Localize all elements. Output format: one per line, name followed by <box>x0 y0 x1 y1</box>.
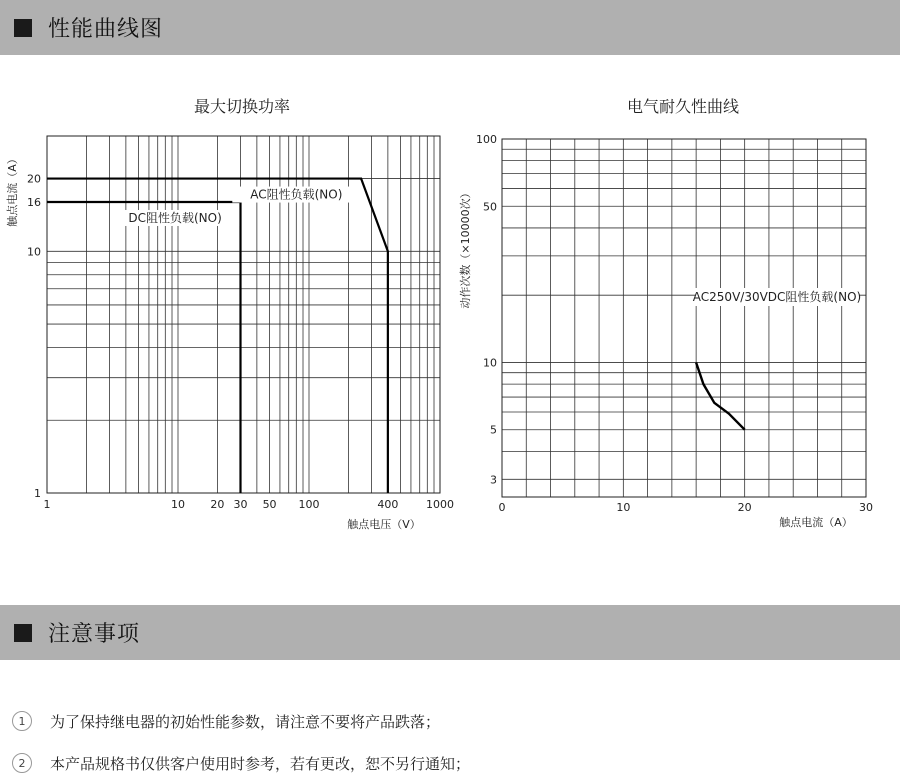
series-label: AC阻性负载(NO) <box>250 187 343 202</box>
x-tick-label: 20 <box>737 501 752 514</box>
x-tick-label: 400 <box>377 498 399 511</box>
note-text: 本产品规格书仅供客户使用时参考，若有更改，恕不另行通知； <box>50 754 471 773</box>
y-tick-label: 16 <box>27 195 41 209</box>
y-tick-label: 10 <box>483 356 497 370</box>
x-tick-label: 20 <box>210 498 225 511</box>
chart1-title: 最大切换功率 <box>193 97 290 116</box>
x-tick-label: 100 <box>298 498 320 511</box>
plot-frame <box>502 139 866 497</box>
x-tick-label: 30 <box>233 498 248 511</box>
notes-list <box>12 700 892 784</box>
notes-section-header <box>0 605 900 660</box>
note-number: 2 <box>12 753 32 773</box>
x-tick-label: 30 <box>859 501 873 514</box>
x-tick-label: 1 <box>43 498 51 511</box>
y-tick-label: 10 <box>27 245 41 259</box>
series-label: AC250V/30VDC阻性负载(NO) <box>692 290 862 304</box>
y-axis-label: 触点电流（A） <box>6 153 19 227</box>
x-axis-label: 触点电压（V） <box>347 518 421 531</box>
x-tick-label: 10 <box>616 501 631 514</box>
x-tick-label: 1000 <box>426 498 454 511</box>
y-tick-label: 1 <box>34 487 41 500</box>
notes-section-title: 注意事项 <box>48 622 141 647</box>
note-text: 为了保持继电器的初始性能参数，请注意不要将产品跌落； <box>50 712 441 731</box>
chart2-title: 电气耐久性曲线 <box>626 97 739 116</box>
x-axis-label: 触点电流（A） <box>779 516 853 529</box>
x-tick-label: 50 <box>262 498 277 511</box>
y-tick-label: 100 <box>476 133 497 146</box>
x-tick-label: 10 <box>171 498 185 511</box>
series-label: DC阻性负载(NO) <box>128 210 222 225</box>
y-tick-label: 50 <box>483 200 497 214</box>
square-bullet-icon <box>14 624 32 642</box>
performance-section-title: 性能曲线图 <box>48 17 164 42</box>
note-number: 1 <box>12 711 32 731</box>
y-tick-label: 3 <box>490 473 497 487</box>
note-item <box>12 742 892 784</box>
y-axis-label: 动作次数（×10000次） <box>459 187 472 309</box>
y-tick-label: 5 <box>490 423 497 437</box>
x-tick-label: 0 <box>498 501 506 514</box>
y-tick-label: 20 <box>27 172 41 186</box>
note-item <box>12 700 892 742</box>
